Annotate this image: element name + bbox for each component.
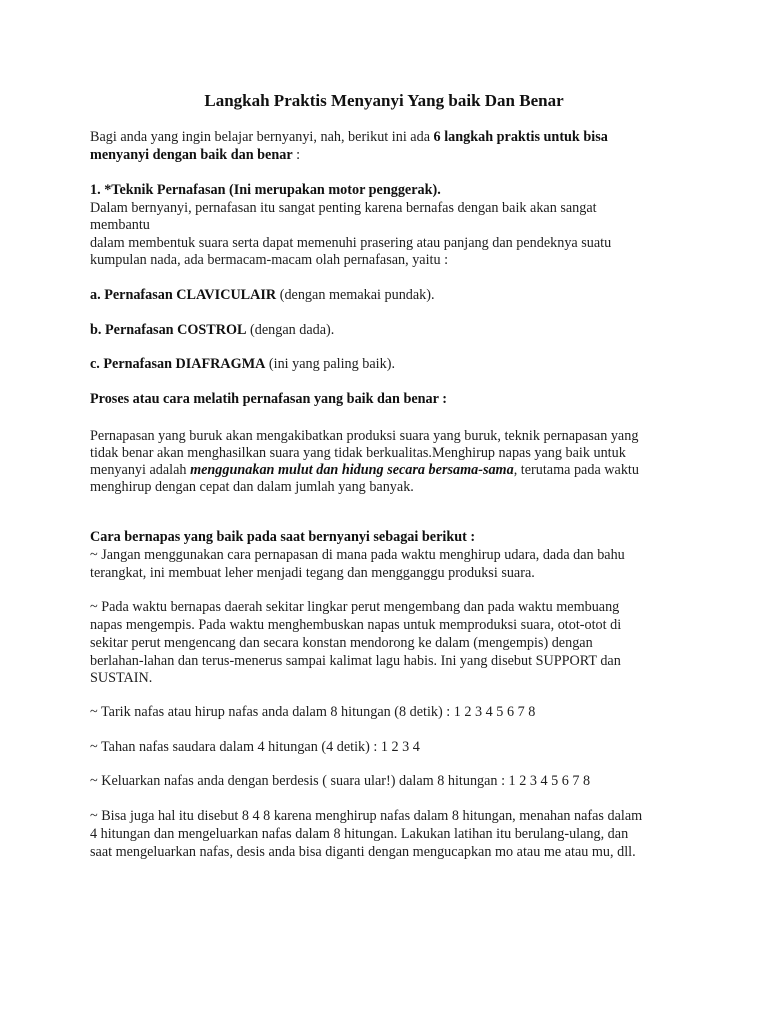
breathing-type-desc: (ini yang paling baik). bbox=[265, 356, 395, 372]
method-item-line: sekitar perut mengencang dan secara konstan mendorong ke dalam (mengempis) dengan bbox=[90, 635, 593, 651]
breathing-type-b bbox=[90, 321, 334, 339]
method-item-line: terangkat, ini membuat leher menjadi tegang dan mengganggu produksi suara. bbox=[90, 565, 535, 581]
intro-text: Bagi anda yang ingin belajar bernyanyi, nah, berikut ini ada bbox=[90, 129, 434, 145]
intro-line-2 bbox=[90, 146, 300, 164]
section-1-paragraph-line: Dalam bernyanyi, pernafasan itu sangat penting karena bernafas dengan baik akan sangat bbox=[90, 200, 597, 216]
method-heading: Cara bernapas yang baik pada saat bernyanyi sebagai berikut : bbox=[90, 529, 476, 545]
section-1-paragraph-line: kumpulan nada, ada bermacam-macam olah pernafasan, yaitu : bbox=[90, 252, 449, 268]
method-item-line: ~ Keluarkan nafas anda dengan berdesis ( suara ular!) dalam 8 hitungan : 1 2 3 4 5 6 7 8 bbox=[90, 773, 591, 789]
method-item-line: napas mengempis. Pada waktu menghembuskan napas untuk memproduksi suara, otot-otot di bbox=[90, 617, 622, 633]
method-item-line: berlahan-lahan dan terus-menerus sampai kalimat lagu habis. Ini yang disebut SUPPORT dan bbox=[90, 653, 621, 669]
intro-line-1 bbox=[90, 128, 608, 146]
method-item-line: ~ Tahan nafas saudara dalam 4 hitungan (4 detik) : 1 2 3 4 bbox=[90, 739, 420, 755]
method-item-line: ~ Bisa juga hal itu disebut 8 4 8 karena menghirup nafas dalam 8 hitungan, menahan nafas dalam bbox=[90, 808, 643, 824]
section-1-heading: 1. *Teknik Pernafasan (Ini merupakan motor penggerak). bbox=[90, 182, 441, 198]
process-text: , terutama pada waktu bbox=[513, 462, 639, 478]
document-title: Langkah Praktis Menyanyi Yang baik Dan Benar bbox=[204, 91, 564, 110]
breathing-type-desc: (dengan memakai pundak). bbox=[276, 287, 435, 303]
breathing-type-label: b. Pernafasan COSTROL bbox=[90, 322, 247, 338]
process-text: menyanyi adalah bbox=[90, 462, 191, 478]
method-item-line: ~ Pada waktu bernapas daerah sekitar lingkar perut mengembang dan pada waktu membuang bbox=[90, 599, 620, 615]
process-heading: Proses atau cara melatih pernafasan yang baik dan benar : bbox=[90, 391, 447, 407]
process-paragraph-line: tidak benar akan menghasilkan suara yang tidak berkualitas.Menghirup napas yang baik untuk bbox=[90, 445, 626, 461]
section-1-paragraph-line: membantu bbox=[90, 217, 150, 233]
breathing-type-a bbox=[90, 286, 435, 304]
process-emphasis: menggunakan mulut dan hidung secara bersama-sama bbox=[190, 462, 514, 478]
intro-colon: : bbox=[292, 147, 301, 163]
intro-emphasis-cont: menyanyi dengan baik dan benar bbox=[90, 147, 293, 163]
breathing-type-label: a. Pernafasan CLAVICULAIR bbox=[90, 287, 277, 303]
breathing-type-label: c. Pernafasan DIAFRAGMA bbox=[90, 356, 266, 372]
method-item-line: ~ Jangan menggunakan cara pernapasan di mana pada waktu menghirup udara, dada dan bahu bbox=[90, 547, 625, 563]
intro-emphasis: 6 langkah praktis untuk bisa bbox=[433, 129, 608, 145]
section-1-paragraph-line: dalam membentuk suara serta dapat memenuhi prasering atau panjang dan pendeknya suatu bbox=[90, 235, 612, 251]
method-item-line: 4 hitungan dan mengeluarkan nafas dalam 8 hitungan. Lakukan latihan itu berulang-ulang, dan bbox=[90, 826, 629, 842]
method-item-line: ~ Tarik nafas atau hirup nafas anda dalam 8 hitungan (8 detik) : 1 2 3 4 5 6 7 8 bbox=[90, 704, 536, 720]
breathing-type-desc: (dengan dada). bbox=[246, 322, 335, 338]
process-paragraph-line: Pernapasan yang buruk akan mengakibatkan produksi suara yang buruk, teknik pernapasan yang bbox=[90, 428, 639, 444]
process-paragraph-line bbox=[90, 461, 639, 479]
method-item-line: SUSTAIN. bbox=[90, 670, 153, 686]
process-paragraph-line: menghirup dengan cepat dan dalam jumlah yang banyak. bbox=[90, 479, 414, 495]
method-item-line: saat mengeluarkan nafas, desis anda bisa diganti dengan mengucapkan mo atau me atau mu, dll. bbox=[90, 844, 636, 860]
breathing-type-c bbox=[90, 355, 395, 373]
